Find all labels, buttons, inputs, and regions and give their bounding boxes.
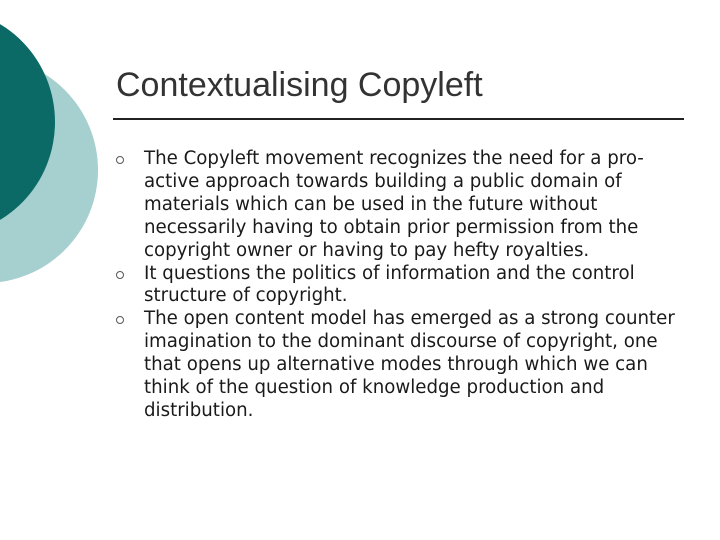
bullet-circle-icon [116, 316, 124, 324]
decorative-circles [0, 0, 110, 300]
title-divider [113, 118, 684, 120]
bullet-list [113, 148, 683, 423]
bullet-circle-icon [116, 271, 124, 279]
bullet-text: The open content model has emerged as a strong counter imagination to the dominant discourse of copyright, one that opens up alternative modes through which we can think of the question of knowledge production and distribution. [144, 308, 675, 421]
bullet-item [113, 263, 683, 309]
bullet-item [113, 148, 683, 263]
bullet-item [113, 308, 683, 423]
bullet-circle-icon [116, 156, 124, 164]
bullet-text: The Copyleft movement recognizes the need for a pro-active approach towards building a public domain of materials which can be used in the future without necessarily having to obtain prior permission from the copyright owner or having to pay hefty royalties. [144, 148, 644, 261]
bullet-text: It questions the politics of information and the control structure of copyright. [144, 262, 635, 307]
slide-title: Contextualising Copyleft [116, 66, 483, 104]
